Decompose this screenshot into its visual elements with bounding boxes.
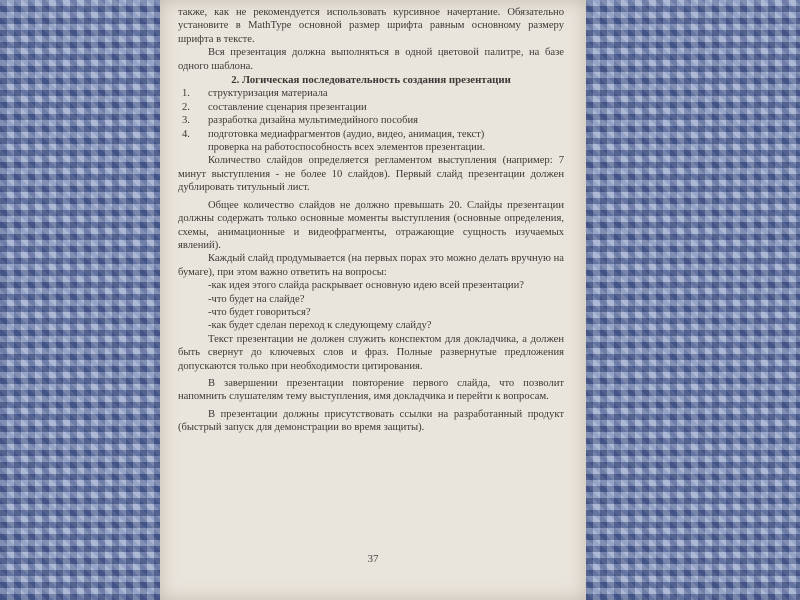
document-page (160, 0, 586, 600)
question-transition: -как будет сделан переход к следующему слайду? (208, 320, 432, 332)
page-number: 37 (367, 553, 379, 565)
paragraph-mathtype: также, как не рекомендуется использовать курсивное начертание. Обязательно установите в MathType основной размер шрифта равным основному размеру шрифта в тексте. (178, 7, 564, 45)
page-text (178, 6, 564, 435)
question-content: -что будет на слайде? (208, 293, 305, 305)
background-left (0, 0, 160, 600)
list-item: 2. составление сценария презентации (182, 101, 367, 113)
paragraph-ending: В завершении презентации повторение первого слайда, что позволит напомнить слушателям тему выступления, имя докладчика и перейти к вопросам. (178, 377, 564, 403)
question-idea: -как идея этого слайда раскрывает основную идею всей презентации? (208, 280, 524, 292)
list-item: 1. структуризация материала (182, 88, 328, 100)
section-heading: 2. Логическая последовательность создания презентации (231, 74, 511, 87)
paragraph-palette: Вся презентация должна выполняться в одной цветовой палитре, на базе одного шаблона. (178, 47, 564, 72)
steps-list (178, 87, 564, 141)
paragraph-links: В презентации должны присутствовать ссылки на разработанный продукт (быстрый запуск для демонстрации во время защиты). (178, 408, 564, 434)
question-speech: -что будет говориться? (208, 306, 311, 318)
background-right (586, 0, 800, 600)
list-item: 3. разработка дизайна мультимедийного пособия (182, 115, 419, 127)
list-item: 4. подготовка медиафрагментов (аудио, видео, анимация, текст) (182, 128, 485, 140)
paragraph-total-slides: Общее количество слайдов не должно превышать 20. Слайды презентации должны содержать только основные моменты выступления (основные определения, схемы, анимационные и видеофрагменты, отражающие сущность изучаемых явлений). (178, 199, 564, 251)
paragraph-slide-count: Количество слайдов определяется регламентом выступления (например: 7 минут выступления - не более 10 слайдов). Первый слайд презентации должен дублировать титульный лист. (178, 155, 564, 194)
paragraph-check: проверка на работоспособность всех элементов презентации. (208, 142, 486, 154)
paragraph-text-rules: Текст презентации не должен служить конспектом для докладчика, а должен быть свернут до ключевых слов и фраз. Полные развернутые предложения допускаются только при необходимости цитирования. (178, 333, 564, 372)
paragraph-each-slide: Каждый слайд продумывается (на первых порах это можно делать вручную на бумаге), при этом важно ответить на вопросы: (178, 253, 564, 278)
